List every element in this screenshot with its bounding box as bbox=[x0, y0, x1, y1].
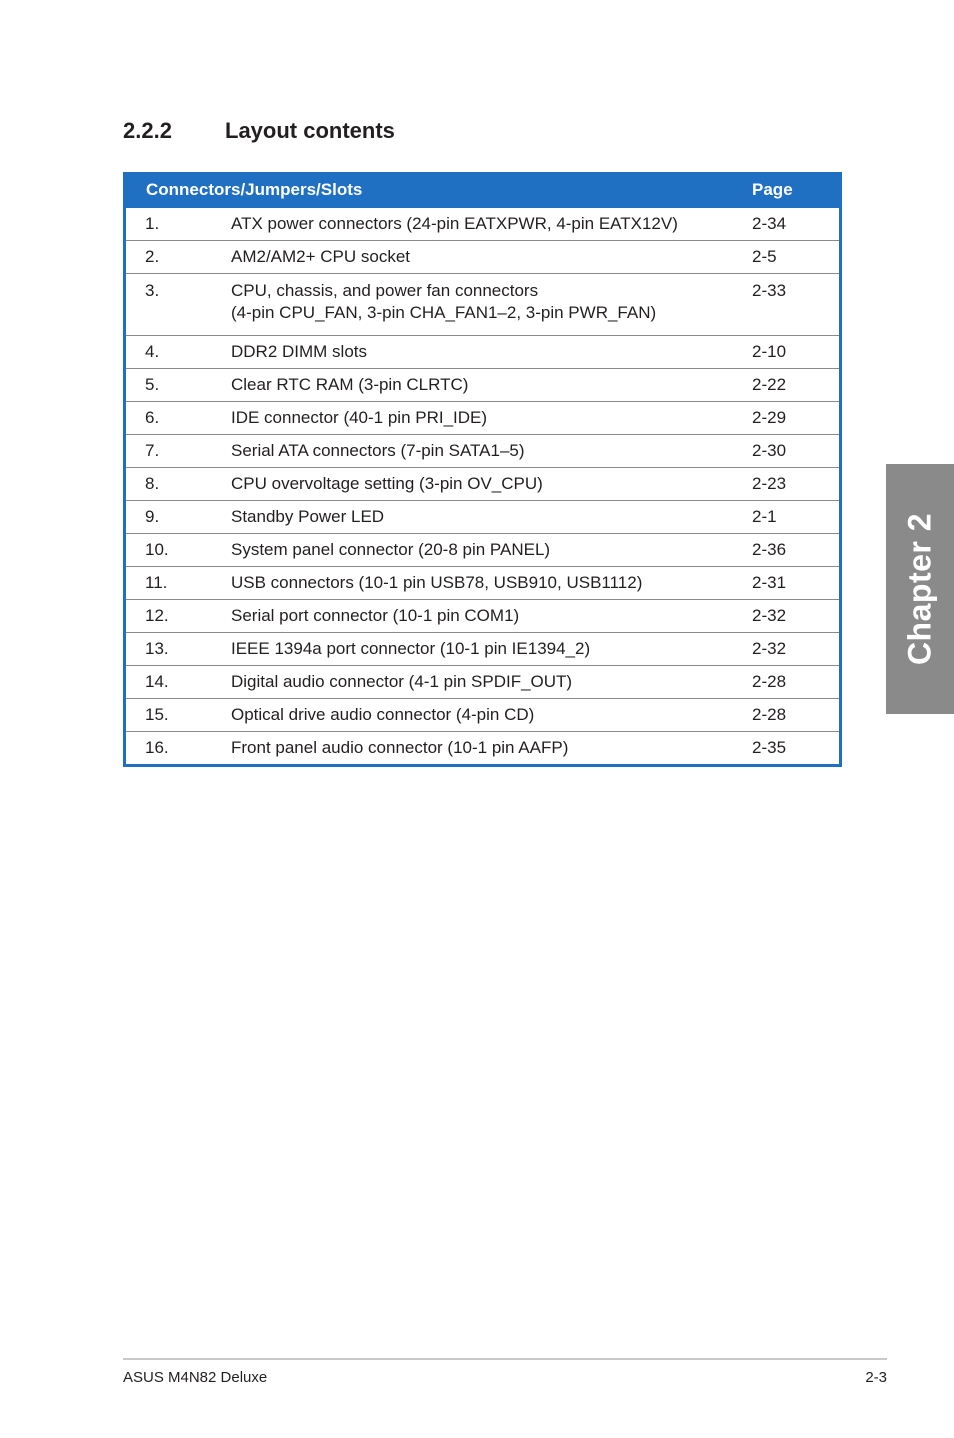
layout-contents-table bbox=[123, 172, 842, 767]
table-row bbox=[126, 336, 839, 369]
row-page: 2-34 bbox=[752, 214, 787, 233]
row-number: 1. bbox=[145, 214, 160, 233]
header-page-column: Page bbox=[742, 172, 839, 208]
row-number: 11. bbox=[126, 567, 231, 600]
row-description bbox=[231, 732, 742, 765]
row-description bbox=[231, 534, 742, 567]
table-row bbox=[126, 208, 839, 241]
row-description bbox=[231, 402, 742, 435]
row-number: 3. bbox=[126, 274, 231, 336]
chapter-tab-label: Chapter 2 bbox=[901, 512, 938, 666]
row-page: 2-36 bbox=[742, 534, 839, 567]
header-item-column: Connectors/Jumpers/Slots bbox=[126, 172, 742, 208]
row-number: 4. bbox=[126, 336, 231, 369]
table-row bbox=[126, 633, 839, 666]
row-description-line: (4-pin CPU_FAN, 3-pin CHA_FAN1–2, 3-pin PWR_FAN) bbox=[231, 303, 657, 322]
footer-divider bbox=[123, 1358, 887, 1360]
footer-page-number: 2-3 bbox=[865, 1369, 887, 1386]
row-number: 12. bbox=[126, 600, 231, 633]
row-description bbox=[231, 600, 742, 633]
row-description-line: IDE connector (40-1 pin PRI_IDE) bbox=[231, 408, 488, 427]
row-description-line: ATX power connectors (24-pin EATXPWR, 4-pin EATX12V) bbox=[231, 214, 678, 233]
row-description-line: Digital audio connector (4-1 pin SPDIF_OUT) bbox=[231, 672, 573, 691]
section-number: 2.2.2 bbox=[123, 118, 172, 143]
row-number: 13. bbox=[126, 633, 231, 666]
row-description bbox=[231, 435, 742, 468]
row-description-line: System panel connector (20-8 pin PANEL) bbox=[231, 540, 551, 559]
row-description-line: CPU, chassis, and power fan connectors bbox=[231, 281, 539, 300]
row-page: 2-29 bbox=[742, 402, 839, 435]
row-description bbox=[231, 241, 742, 274]
row-page: 2-5 bbox=[742, 241, 839, 274]
chapter-tab bbox=[886, 464, 954, 714]
row-number: 8. bbox=[126, 468, 231, 501]
row-page: 2-28 bbox=[742, 699, 839, 732]
table-header-row bbox=[126, 172, 839, 208]
row-number: 16. bbox=[126, 732, 231, 765]
row-number: 7. bbox=[126, 435, 231, 468]
table-row bbox=[126, 534, 839, 567]
table-row bbox=[126, 501, 839, 534]
table-row bbox=[126, 600, 839, 633]
row-description-line: CPU overvoltage setting (3-pin OV_CPU) bbox=[231, 474, 543, 493]
row-page: 2-1 bbox=[742, 501, 839, 534]
section-title: Layout contents bbox=[225, 118, 395, 143]
table-row bbox=[126, 435, 839, 468]
row-description bbox=[231, 699, 742, 732]
row-description bbox=[231, 468, 742, 501]
table-row bbox=[126, 732, 839, 765]
row-description-line: Serial ATA connectors (7-pin SATA1–5) bbox=[231, 441, 525, 460]
row-description-line: Serial port connector (10-1 pin COM1) bbox=[231, 606, 520, 625]
row-page: 2-31 bbox=[742, 567, 839, 600]
row-page: 2-32 bbox=[742, 633, 839, 666]
row-page: 2-22 bbox=[742, 369, 839, 402]
table-row bbox=[126, 241, 839, 274]
row-description bbox=[231, 274, 742, 336]
row-number: 5. bbox=[126, 369, 231, 402]
table-row bbox=[126, 369, 839, 402]
row-description bbox=[231, 208, 742, 241]
row-description-line: DDR2 DIMM slots bbox=[231, 342, 368, 361]
row-number: 15. bbox=[126, 699, 231, 732]
row-description bbox=[231, 501, 742, 534]
row-number: 10. bbox=[126, 534, 231, 567]
row-page: 2-23 bbox=[742, 468, 839, 501]
row-description-line: Optical drive audio connector (4-pin CD) bbox=[231, 705, 535, 724]
row-page: 2-30 bbox=[742, 435, 839, 468]
table-row bbox=[126, 468, 839, 501]
row-description bbox=[231, 567, 742, 600]
row-page: 2-10 bbox=[742, 336, 839, 369]
row-description-line: USB connectors (10-1 pin USB78, USB910, USB1112) bbox=[231, 573, 643, 592]
row-page: 2-35 bbox=[742, 732, 839, 765]
table-row bbox=[126, 274, 839, 336]
table-row bbox=[126, 666, 839, 699]
row-number: 2. bbox=[126, 241, 231, 274]
row-description bbox=[231, 336, 742, 369]
table-row bbox=[126, 699, 839, 732]
row-description-line: Front panel audio connector (10-1 pin AAFP) bbox=[231, 738, 569, 757]
table-row bbox=[126, 567, 839, 600]
row-page: 2-33 bbox=[742, 274, 839, 336]
row-number: 14. bbox=[126, 666, 231, 699]
row-description bbox=[231, 633, 742, 666]
footer-product-name: ASUS M4N82 Deluxe bbox=[123, 1369, 268, 1386]
row-number: 9. bbox=[126, 501, 231, 534]
row-description-line: Standby Power LED bbox=[231, 507, 385, 526]
row-description bbox=[231, 369, 742, 402]
section-heading bbox=[123, 118, 395, 144]
row-description-line: AM2/AM2+ CPU socket bbox=[231, 247, 411, 266]
row-page: 2-32 bbox=[742, 600, 839, 633]
row-description-line: Clear RTC RAM (3-pin CLRTC) bbox=[231, 375, 469, 394]
row-description bbox=[231, 666, 742, 699]
table-body bbox=[126, 208, 839, 764]
row-description-line: IEEE 1394a port connector (10-1 pin IE1394_2) bbox=[231, 639, 591, 658]
row-number: 6. bbox=[126, 402, 231, 435]
row-page: 2-28 bbox=[742, 666, 839, 699]
table-row bbox=[126, 402, 839, 435]
